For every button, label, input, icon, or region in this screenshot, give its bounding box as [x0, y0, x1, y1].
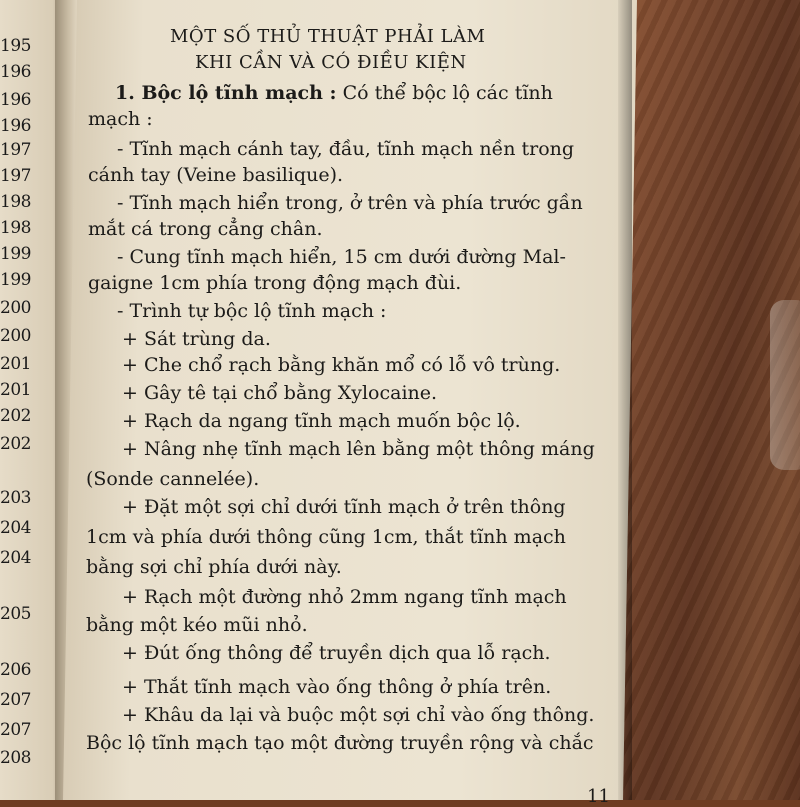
margin-number: 206: [0, 660, 31, 680]
text-line: + Rạch da ngang tĩnh mạch muốn bộc lộ.: [122, 410, 521, 432]
section-heading: 1. Bộc lộ tĩnh mạch :: [115, 82, 337, 104]
text-line: - Tĩnh mạch hiển trong, ở trên và phía trước gần: [117, 192, 583, 214]
margin-number: 199: [0, 270, 31, 290]
margin-number: 197: [0, 166, 31, 186]
margin-number: 196: [0, 116, 31, 136]
margin-number: 196: [0, 62, 31, 82]
text-line: gaigne 1cm phía trong động mạch đùi.: [88, 272, 462, 294]
text-line: + Thắt tĩnh mạch vào ống thông ở phía trên.: [122, 676, 552, 698]
margin-number: 198: [0, 218, 31, 238]
margin-number: 202: [0, 434, 31, 454]
margin-number: 197: [0, 140, 31, 160]
margin-number: 200: [0, 326, 31, 346]
glass-object: [770, 300, 800, 470]
margin-number: 200: [0, 298, 31, 318]
margin-number: 196: [0, 90, 31, 110]
text-line: + Khâu da lại và buộc một sợi chỉ vào ống thông.: [122, 704, 595, 726]
section-heading-rest: Có thể bộc lộ các tĩnh: [336, 82, 553, 104]
text-line: + Đút ống thông để truyền dịch qua lỗ rạch.: [122, 642, 551, 664]
text-line: mắt cá trong cẳng chân.: [88, 218, 323, 240]
text-line: mạch :: [88, 108, 153, 130]
margin-number: 199: [0, 244, 31, 264]
margin-numbers: [0, 0, 60, 800]
text-line: 1cm và phía dưới thông cũng 1cm, thắt tĩnh mạch: [86, 526, 566, 548]
margin-number: 203: [0, 488, 31, 508]
margin-number: 202: [0, 406, 31, 426]
page-edge-shadow: [618, 0, 632, 800]
margin-number: 201: [0, 354, 31, 374]
margin-number: 208: [0, 748, 31, 768]
text-line: + Che chổ rạch bằng khăn mổ có lỗ vô trùng.: [122, 354, 561, 376]
text-line: bằng một kéo mũi nhỏ.: [86, 614, 308, 636]
section-heading-line: [115, 82, 553, 104]
title-line-1: MỘT SỐ THỦ THUẬT PHẢI LÀM: [170, 26, 486, 47]
text-line: + Rạch một đường nhỏ 2mm ngang tĩnh mạch: [122, 586, 567, 608]
margin-number: 204: [0, 518, 31, 538]
margin-number: 207: [0, 690, 31, 710]
margin-number: 195: [0, 36, 31, 56]
text-line: cánh tay (Veine basilique).: [88, 164, 344, 186]
text-line: - Cung tĩnh mạch hiển, 15 cm dưới đường Mal-: [117, 246, 566, 268]
page-number: 11: [587, 786, 610, 807]
title-line-2: KHI CẦN VÀ CÓ ĐIỀU KIỆN: [195, 52, 467, 73]
text-line: + Sát trùng da.: [122, 328, 271, 350]
text-line: Bộc lộ tĩnh mạch tạo một đường truyền rộng và chắc: [86, 732, 594, 754]
text-line: + Nâng nhẹ tĩnh mạch lên bằng một thông máng: [122, 438, 595, 460]
text-line: - Trình tự bộc lộ tĩnh mạch :: [117, 300, 387, 322]
margin-number: 205: [0, 604, 31, 624]
text-line: (Sonde cannelée).: [86, 468, 260, 490]
text-line: + Gây tê tại chổ bằng Xylocaine.: [122, 382, 438, 404]
margin-number: 207: [0, 720, 31, 740]
text-line: - Tĩnh mạch cánh tay, đầu, tĩnh mạch nền trong: [117, 138, 575, 160]
margin-number: 204: [0, 548, 31, 568]
margin-number: 201: [0, 380, 31, 400]
text-line: + Đặt một sợi chỉ dưới tĩnh mạch ở trên thông: [122, 496, 566, 518]
margin-number: 198: [0, 192, 31, 212]
text-line: bằng sợi chỉ phía dưới này.: [86, 556, 342, 578]
